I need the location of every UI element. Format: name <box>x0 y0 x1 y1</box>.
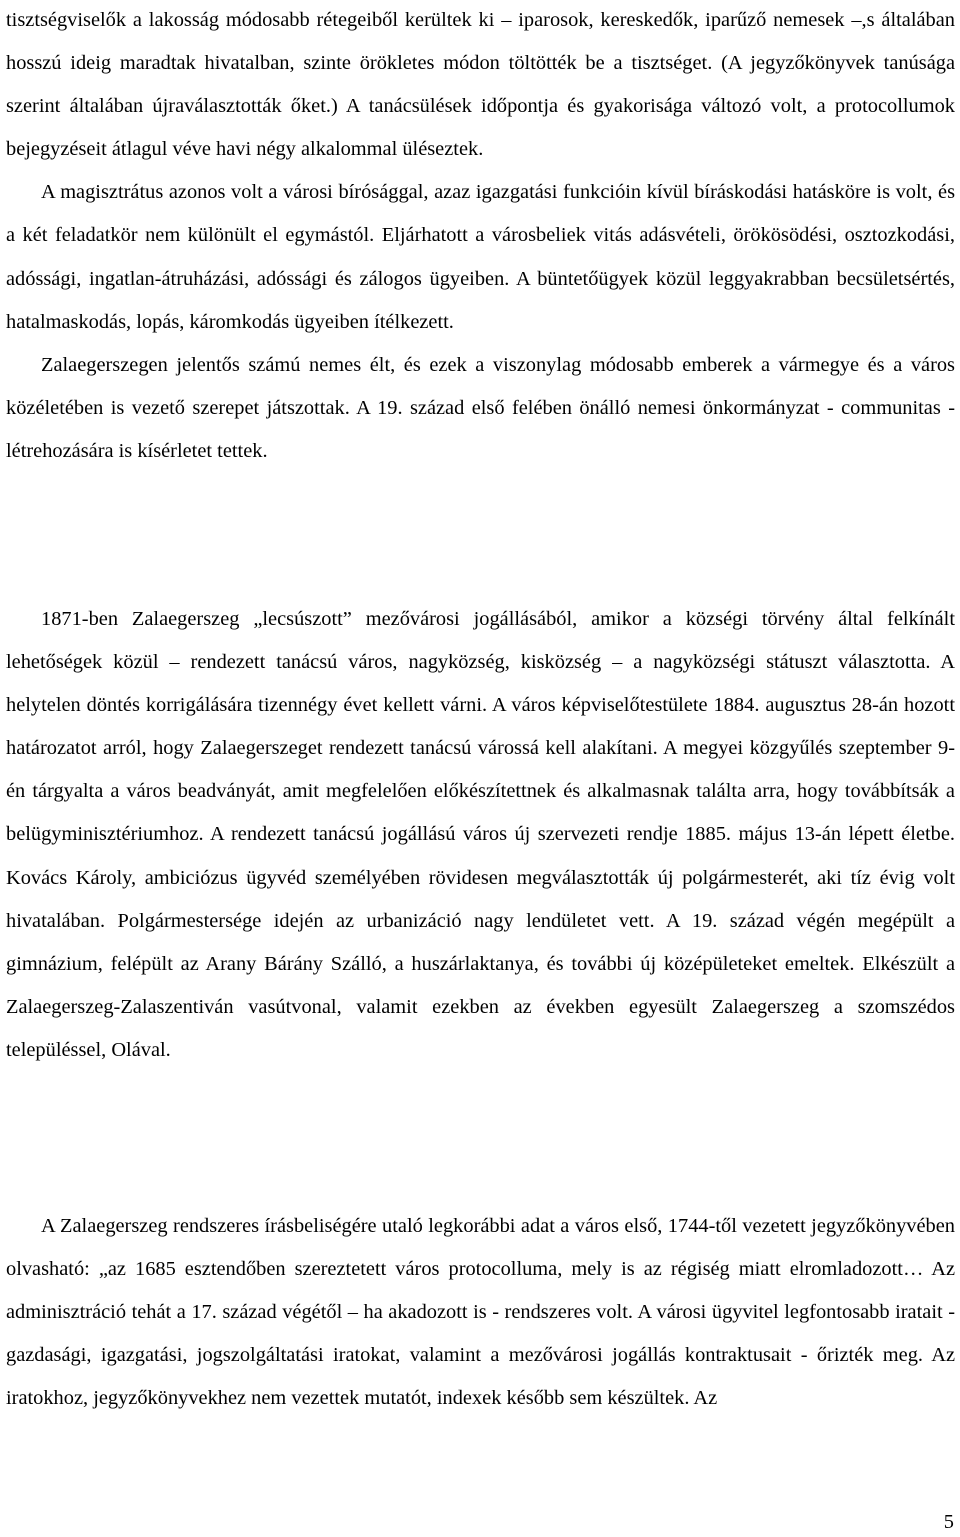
paragraph-1871: 1871-ben Zalaegerszeg „lecsúszott” mezővárosi jogállásából, amikor a községi törvény által felkínált lehetőségek közül – rendezett tanácsú város, nagyközség, kisközség – a nagyközségi státuszt választotta. A helytelen döntés korrigálására tizennégy évet kellett várni. A város képviselőtestülete 1884. augusztus 28-án hozott határozatot arról, hogy Zalaegerszeget rendezett tanácsú várossá kell alakítani. A megyei közgyűlés szeptember 9-én tárgyalta a város beadványát, amit megfelelően előkészítettnek és alkalmasnak találta arra, hogy továbbítsák a belügyminisztériumhoz. A rendezett tanácsú jogállású város új szervezeti rendje 1885. május 13-án lépett életbe. Kovács Károly, ambiciózus ügyvéd személyében rövidesen megválasztották új polgármesterét, aki tíz évig volt hivatalában. Polgármestersége idején az urbanizáció nagy lendületet vett. A 19. század végén megépült a gimnázium, felépült az Arany Bárány Szálló, a huszárlaktanya, és további új középületeket emeltek. Elkészült a Zalaegerszeg-Zalaszentiván vasútvonal, valamit ezekben az években egyesült Zalaegerszeg a szomszédos településsel, Olával. <box>6 608 955 1061</box>
paragraph-court: A magisztrátus azonos volt a városi bírósággal, azaz igazgatási funkcióin kívül bíráskodási hatásköre is volt, és a két feladatkör nem különült el egymástól. Eljárhatott a városbeliek vitás adásvételi, örökösödési, osztozkodási, adóssági, ingatlan-átruházási, adóssági és zálogos ügyeiben. A büntetőügyek közül leggyakrabban becsületsértés, hatalmaskodás, lopás, káromkodás ügyeiben ítélkezett. <box>6 181 955 333</box>
paragraph-officials: tisztségviselők a lakosság módosabb rétegeiből kerültek ki – iparosok, kereskedők, iparűző nemesek –,s általában hosszú ideig maradtak hivatalban, szinte örökletes módon töltötték be a tisztséget. (A jegyzőkönyvek tanúsága szerint általában újraválasztották őket.) A tanácsülések időpontja és gyakorisága változó volt, a protocollumok bejegyzéseit átlagul véve havi négy alkalommal üléseztek. <box>6 9 955 161</box>
paragraph-nobility: Zalaegerszegen jelentős számú nemes élt, és ezek a viszonylag módosabb emberek a vármegye és a város közéletében is vezető szerepet játszottak. A 19. század első felében önálló nemesi önkormányzat - communitas - létrehozására is kísérletet tettek. <box>6 353 955 462</box>
text-block-town-status <box>6 598 955 1072</box>
page-number: 5 <box>943 1511 954 1533</box>
text-block-magistrate <box>6 0 955 473</box>
text-block-records <box>6 1205 955 1420</box>
paragraph-records: A Zalaegerszeg rendszeres írásbeliségére utaló legkorábbi adat a város első, 1744-től vezetett jegyzőkönyvében olvasható: „az 1685 esztendőben szereztetett város protocolluma, mely is az régiség miatt elromladozott… Az adminisztráció tehát a 17. század végétől – ha akadozott is - rendszeres volt. A városi ügyvitel legfontosabb iratait - gazdasági, igazgatási, jogszolgáltatási iratokat, valamint a mezővárosi jogállás kontraktusait - őrizték meg. Az iratokhoz, jegyzőkönyvekhez nem vezettek mutatót, indexek később sem készültek. Az <box>6 1215 955 1410</box>
